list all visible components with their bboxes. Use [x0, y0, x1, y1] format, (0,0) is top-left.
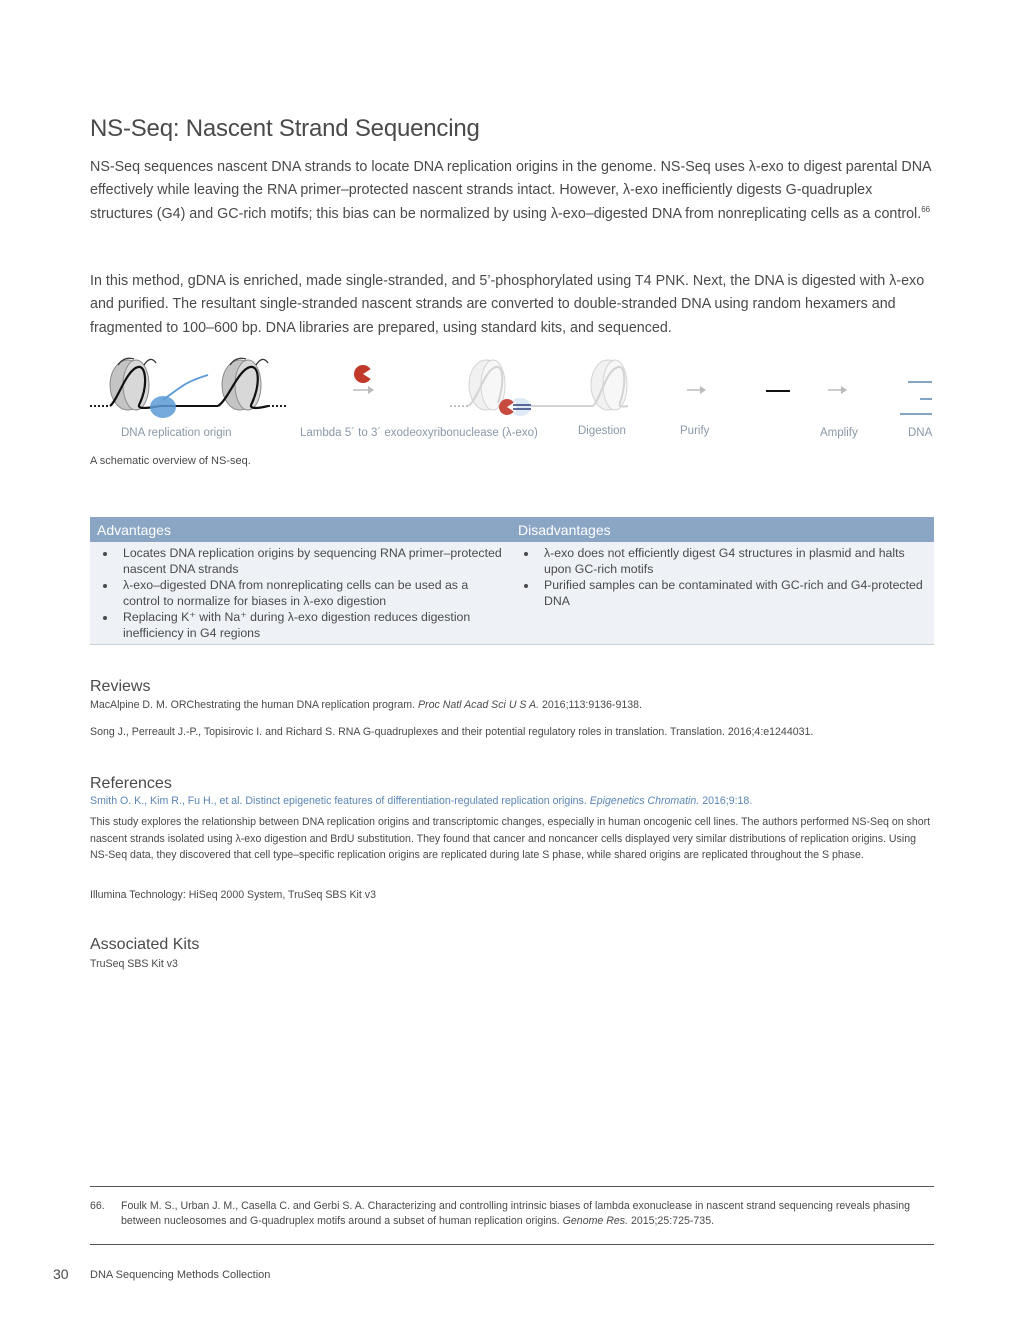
kit-item: TruSeq SBS Kit v3 [90, 958, 178, 970]
dna-fragments-icon [900, 382, 932, 414]
citation-journal: Epigenetics Chromatin. [589, 795, 700, 807]
reference-summary: This study explores the relationship between DNA replication origins and transcriptomic changes, especially in human oncogenic cell lines. The authors performed NS-Seq on short nascent strands isolated using λ-exo digestion and BrdU substitution. They found that cancer and noncancer cells displayed very similar distributions of replication origins. Using NS-Seq data, they discovered that cell type–specific replication origins are replicated during late S phase, while shared origins are replicated throughout the S phase. [90, 816, 931, 861]
disadvantage-item: • Purified samples can be contaminated with GC-rich and G4-protected DNA [538, 577, 927, 609]
pros-cons-table [90, 517, 934, 645]
label-amplify: Amplify [820, 427, 858, 439]
review-text: MacAlpine D. M. ORChestrating the human DNA replication program. [90, 699, 418, 711]
advantages-header: Advantages [90, 517, 511, 542]
amplify-arrow-icon [828, 386, 847, 394]
footnote-text [121, 1199, 934, 1229]
reviews-heading: Reviews [90, 678, 151, 695]
advantages-cell [90, 542, 511, 645]
figure-caption: A schematic overview of NS-seq. [90, 455, 251, 467]
ns-seq-schematic [88, 345, 938, 445]
intro-ref: 66 [921, 205, 931, 215]
footer-divider [90, 1244, 934, 1245]
replication-origin-panel [90, 358, 288, 418]
footnote-details: 2015;25:725-735. [628, 1215, 715, 1227]
lambda-exo-icon [353, 365, 374, 394]
intro-paragraph [90, 156, 935, 226]
disadvantages-cell [511, 542, 934, 645]
purify-arrow-icon [687, 386, 706, 394]
digestion-panel [450, 360, 628, 416]
kits-heading: Associated Kits [90, 936, 200, 953]
citation-title: Smith O. K., Kim R., Fu H., et al. Distinct epigenetic features of differentiation-regulated replication origins. [90, 795, 590, 807]
review-text: Song J., Perreault J.-P., Topisirovic I. and Richard S. RNA G-quadruplexes and their potential regulatory roles in translation. Translation. 2016;4:e1244031. [90, 726, 814, 738]
advantage-item: • Locates DNA replication origins by sequencing RNA primer–protected nascent DNA strands [117, 545, 504, 577]
references-heading: References [90, 775, 172, 792]
label-digestion: Digestion [578, 425, 626, 437]
method-paragraph: In this method, gDNA is enriched, made single-stranded, and 5’-phosphorylated using T4 PNK. Next, the DNA is digested with λ-exo and purified. The resultant single-stranded nascent strands are converted to double-stranded DNA using random hexamers and fragmented to 100–600 bp. DNA libraries are prepared, using standard kits, and sequenced. [90, 273, 925, 336]
footnote-number: 66. [90, 1200, 105, 1212]
review-item [90, 697, 935, 714]
reference-citation-link[interactable] [90, 793, 935, 810]
label-dna: DNA [908, 427, 933, 439]
disadvantages-header: Disadvantages [511, 517, 934, 542]
label-lambda: Lambda 5´ to 3´ exodeoxyribonuclease (λ-exo) [300, 427, 538, 439]
collection-title: DNA Sequencing Methods Collection [90, 1269, 271, 1281]
label-origin: DNA replication origin [121, 427, 232, 439]
page-title: NS-Seq: Nascent Strand Sequencing [90, 115, 480, 142]
page-number: 30 [53, 1266, 69, 1282]
review-item [90, 724, 935, 741]
footnote-journal: Genome Res. [562, 1215, 629, 1227]
illumina-technology: Illumina Technology: HiSeq 2000 System, TruSeq SBS Kit v3 [90, 889, 376, 901]
review-journal: Proc Natl Acad Sci U S A. [417, 699, 540, 711]
intro-text: NS-Seq sequences nascent DNA strands to locate DNA replication origins in the genome. NS-Seq uses λ-exo to digest parental DNA effectively while leaving the RNA primer–protected nascent strands intact. However, λ-exo inefficiently digests G-quadruplex structures (G4) and GC-rich motifs; this bias can be normalized by using λ-exo–digested DNA from nonreplicating cells as a control. [90, 159, 931, 222]
footnote-citation: Foulk M. S., Urban J. M., Casella C. and Gerbi S. A. Characterizing and controlling intrinsic biases of lambda exonuclease in nascent strand sequencing reveals phasing between nucleosomes and G-quadruplex motifs around a subset of human replication origins. [121, 1200, 911, 1227]
disadvantage-item: • λ-exo does not efficiently digest G4 structures in plasmid and halts upon GC-rich motifs [538, 545, 927, 577]
citation-details: 2016;9:18. [699, 795, 753, 807]
advantage-item: • Replacing K⁺ with Na⁺ during λ-exo digestion reduces digestion inefficiency in G4 regions [117, 609, 504, 641]
review-details: 2016;113:9136-9138. [539, 699, 642, 711]
footnote-divider [90, 1186, 934, 1187]
advantage-item: • λ-exo–digested DNA from nonreplicating cells can be used as a control to normalize for biases in λ-exo digestion [117, 577, 504, 609]
label-purify: Purify [680, 425, 710, 437]
